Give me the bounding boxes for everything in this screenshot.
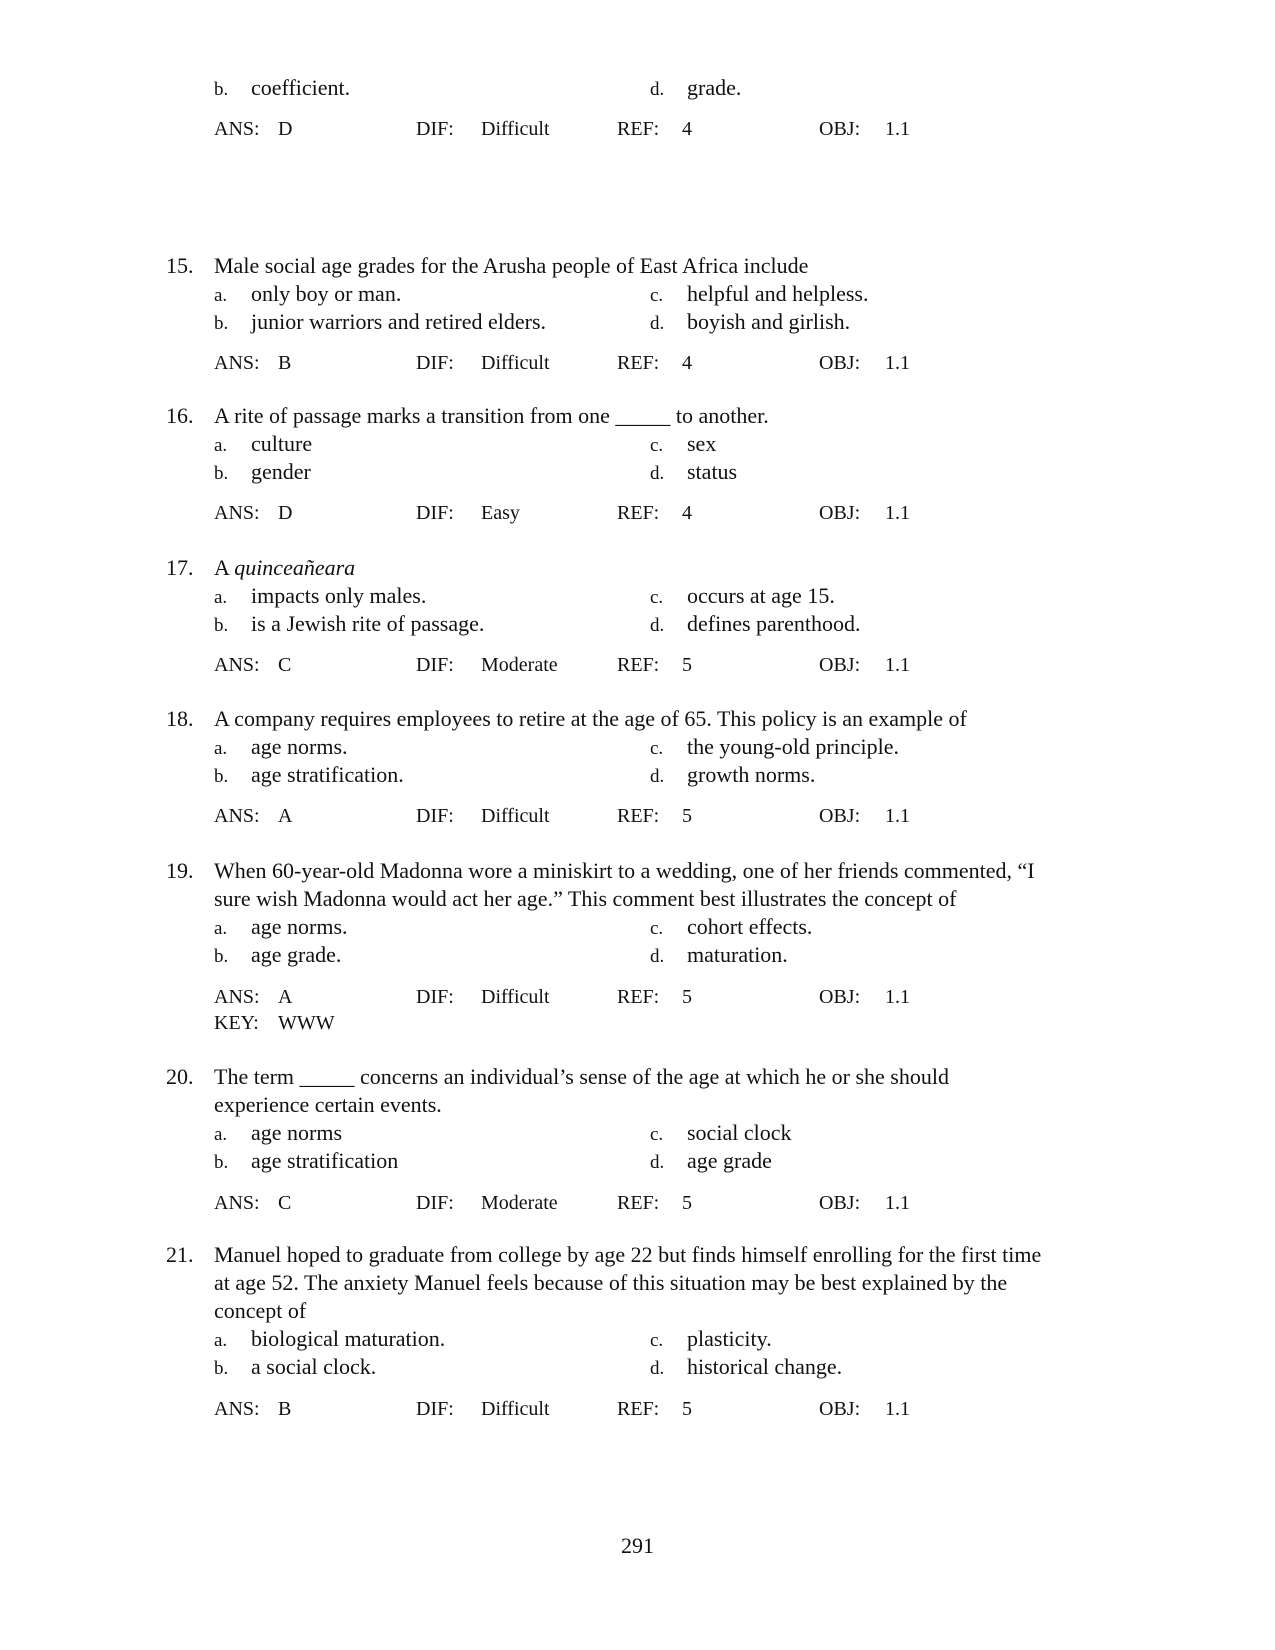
dif-label: DIF: (416, 352, 454, 374)
ref-label: REF: (617, 1398, 660, 1420)
option-text: sex (687, 431, 717, 456)
obj-value: 1.1 (885, 352, 910, 374)
ref-value: 5 (682, 654, 692, 676)
option-b (214, 74, 350, 104)
option-letter: d. (650, 313, 665, 334)
option-text: age grade. (251, 942, 342, 967)
option-letter: b. (214, 615, 229, 636)
option-letter: b. (214, 946, 229, 967)
question-number: 15. (166, 253, 194, 278)
option-letter: a. (214, 285, 228, 306)
option-a (214, 913, 348, 943)
obj-value: 1.1 (885, 502, 910, 524)
option-b (214, 610, 484, 640)
option-letter: b. (214, 313, 229, 334)
dif-label: DIF: (416, 805, 454, 827)
option-text: helpful and helpless. (687, 281, 869, 306)
option-text: grade. (687, 75, 742, 100)
option-letter: b. (214, 1358, 229, 1379)
option-letter: d. (650, 766, 665, 787)
option-d (650, 1353, 842, 1383)
option-letter: d. (650, 946, 665, 967)
option-c (650, 280, 868, 310)
dif-value: Difficult (481, 986, 550, 1008)
dif-value: Easy (481, 502, 520, 524)
option-d (650, 941, 788, 971)
dif-label: DIF: (416, 118, 454, 140)
obj-value: 1.1 (885, 1192, 910, 1214)
option-b (214, 941, 341, 971)
option-text: social clock (687, 1120, 792, 1145)
option-d (650, 1147, 772, 1177)
option-text: impacts only males. (251, 583, 427, 608)
option-letter: c. (650, 435, 664, 456)
option-text: junior warriors and retired elders. (251, 309, 547, 334)
dif-label: DIF: (416, 986, 454, 1008)
dif-label: DIF: (416, 502, 454, 524)
stem-prefix: A (214, 555, 235, 580)
dif-label: DIF: (416, 654, 454, 676)
dif-value: Difficult (481, 118, 550, 140)
obj-label: OBJ: (819, 1192, 861, 1214)
option-text: gender (251, 459, 311, 484)
option-letter: a. (214, 587, 228, 608)
ans-value: A (278, 986, 293, 1008)
question-stem (214, 1241, 1144, 1325)
ref-label: REF: (617, 654, 660, 676)
option-a (214, 582, 426, 612)
ans-label: ANS: (214, 805, 260, 827)
ans-value: D (278, 118, 293, 140)
option-text: age norms. (251, 914, 348, 939)
option-text: age stratification. (251, 762, 404, 787)
question-number: 19. (166, 858, 194, 883)
dif-value: Difficult (481, 352, 550, 374)
question-number: 17. (166, 555, 194, 580)
option-letter: c. (650, 738, 664, 759)
question-stem: A rite of passage marks a transition from one _____ to another. (214, 403, 769, 428)
option-text: cohort effects. (687, 914, 813, 939)
option-letter: a. (214, 738, 228, 759)
option-letter: d. (650, 615, 665, 636)
option-letter: a. (214, 1330, 228, 1351)
ans-label: ANS: (214, 1192, 260, 1214)
option-text: is a Jewish rite of passage. (251, 611, 485, 636)
question-number: 20. (166, 1064, 194, 1089)
stem-line: When 60-year-old Madonna wore a miniskirt to a wedding, one of her friends commented, “I (214, 858, 1035, 883)
dif-value: Difficult (481, 1398, 550, 1420)
question-stem: A company requires employees to retire at the age of 65. This policy is an example of (214, 706, 967, 731)
option-letter: c. (650, 918, 664, 939)
option-text: status (687, 459, 738, 484)
obj-label: OBJ: (819, 654, 861, 676)
option-text: historical change. (687, 1354, 843, 1379)
option-text: maturation. (687, 942, 788, 967)
ref-label: REF: (617, 805, 660, 827)
stem-line: at age 52. The anxiety Manuel feels because of this situation may be best explained by the (214, 1270, 1008, 1295)
dif-value: Moderate (481, 1192, 558, 1214)
option-letter: a. (214, 435, 228, 456)
ref-label: REF: (617, 118, 660, 140)
ans-label: ANS: (214, 352, 260, 374)
obj-label: OBJ: (819, 986, 861, 1008)
obj-value: 1.1 (885, 654, 910, 676)
option-d (650, 458, 737, 488)
option-letter: b. (214, 1152, 229, 1173)
ans-value: A (278, 805, 293, 827)
obj-label: OBJ: (819, 1398, 861, 1420)
question-number: 16. (166, 403, 194, 428)
option-letter: a. (214, 918, 228, 939)
ref-value: 4 (682, 118, 692, 140)
option-d (650, 308, 850, 338)
question-number: 18. (166, 706, 194, 731)
stem-line: sure wish Madonna would act her age.” This comment best illustrates the concept of (214, 886, 957, 911)
option-c (650, 733, 899, 763)
ref-value: 5 (682, 805, 692, 827)
option-text: the young-old principle. (687, 734, 900, 759)
obj-value: 1.1 (885, 986, 910, 1008)
option-text: culture (251, 431, 313, 456)
option-text: a social clock. (251, 1354, 377, 1379)
stem-line: concept of (214, 1298, 307, 1323)
question-stem (214, 1063, 1144, 1119)
option-c (650, 1119, 791, 1149)
ans-value: D (278, 502, 293, 524)
option-text: only boy or man. (251, 281, 402, 306)
obj-label: OBJ: (819, 502, 861, 524)
option-d (650, 610, 861, 640)
ref-label: REF: (617, 1192, 660, 1214)
dif-value: Moderate (481, 654, 558, 676)
question-stem: Male social age grades for the Arusha people of East Africa include (214, 253, 809, 278)
option-b (214, 458, 311, 488)
option-a (214, 430, 312, 460)
obj-value: 1.1 (885, 118, 910, 140)
option-b (214, 1147, 398, 1177)
page-number: 291 (621, 1533, 654, 1558)
dif-value: Difficult (481, 805, 550, 827)
option-letter: d. (650, 1152, 665, 1173)
stem-line: The term _____ concerns an individual’s sense of the age at which he or she should (214, 1064, 949, 1089)
option-text: biological maturation. (251, 1326, 446, 1351)
option-b (214, 761, 404, 791)
ans-label: ANS: (214, 654, 260, 676)
question-number: 21. (166, 1242, 194, 1267)
option-letter: c. (650, 587, 664, 608)
option-text: age grade (687, 1148, 772, 1173)
option-letter: a. (214, 1124, 228, 1145)
key-value: WWW (278, 1012, 335, 1034)
option-text: occurs at age 15. (687, 583, 835, 608)
ans-label: ANS: (214, 986, 260, 1008)
option-letter: c. (650, 1330, 664, 1351)
option-letter: b. (214, 463, 229, 484)
option-c (650, 913, 812, 943)
stem-italic-term: quinceañeara (234, 555, 356, 580)
option-b (214, 1353, 376, 1383)
option-letter: d. (650, 79, 665, 100)
ans-value: B (278, 352, 292, 374)
obj-label: OBJ: (819, 805, 861, 827)
option-a (214, 733, 348, 763)
option-text: defines parenthood. (687, 611, 861, 636)
stem-line: Manuel hoped to graduate from college by age 22 but finds himself enrolling for the first time (214, 1242, 1042, 1267)
ans-label: ANS: (214, 1398, 260, 1420)
option-c (650, 430, 716, 460)
dif-label: DIF: (416, 1398, 454, 1420)
option-a (214, 1325, 445, 1355)
ref-value: 5 (682, 1192, 692, 1214)
obj-value: 1.1 (885, 805, 910, 827)
option-d (650, 761, 815, 791)
ref-value: 5 (682, 986, 692, 1008)
option-letter: b. (214, 79, 229, 100)
option-d (650, 74, 741, 104)
option-b (214, 308, 546, 338)
option-letter: c. (650, 1124, 664, 1145)
option-a (214, 1119, 342, 1149)
ref-value: 4 (682, 502, 692, 524)
key-label: KEY: (214, 1012, 259, 1034)
ans-label: ANS: (214, 502, 260, 524)
ref-label: REF: (617, 986, 660, 1008)
option-text: coefficient. (251, 75, 351, 100)
obj-label: OBJ: (819, 352, 861, 374)
ref-label: REF: (617, 502, 660, 524)
option-letter: d. (650, 463, 665, 484)
ref-value: 5 (682, 1398, 692, 1420)
ref-label: REF: (617, 352, 660, 374)
ans-value: C (278, 654, 292, 676)
ans-label: ANS: (214, 118, 260, 140)
stem-line: experience certain events. (214, 1092, 442, 1117)
option-letter: b. (214, 766, 229, 787)
option-c (650, 582, 835, 612)
dif-label: DIF: (416, 1192, 454, 1214)
option-text: boyish and girlish. (687, 309, 851, 334)
option-text: age norms. (251, 734, 348, 759)
option-a (214, 280, 401, 310)
option-letter: c. (650, 285, 664, 306)
option-text: age stratification (251, 1148, 399, 1173)
ref-value: 4 (682, 352, 692, 374)
question-stem (214, 554, 1144, 582)
option-text: plasticity. (687, 1326, 772, 1351)
question-stem (214, 857, 1144, 913)
ans-value: C (278, 1192, 292, 1214)
obj-label: OBJ: (819, 118, 861, 140)
option-letter: d. (650, 1358, 665, 1379)
option-text: growth norms. (687, 762, 816, 787)
option-text: age norms (251, 1120, 343, 1145)
ans-value: B (278, 1398, 292, 1420)
obj-value: 1.1 (885, 1398, 910, 1420)
option-c (650, 1325, 772, 1355)
